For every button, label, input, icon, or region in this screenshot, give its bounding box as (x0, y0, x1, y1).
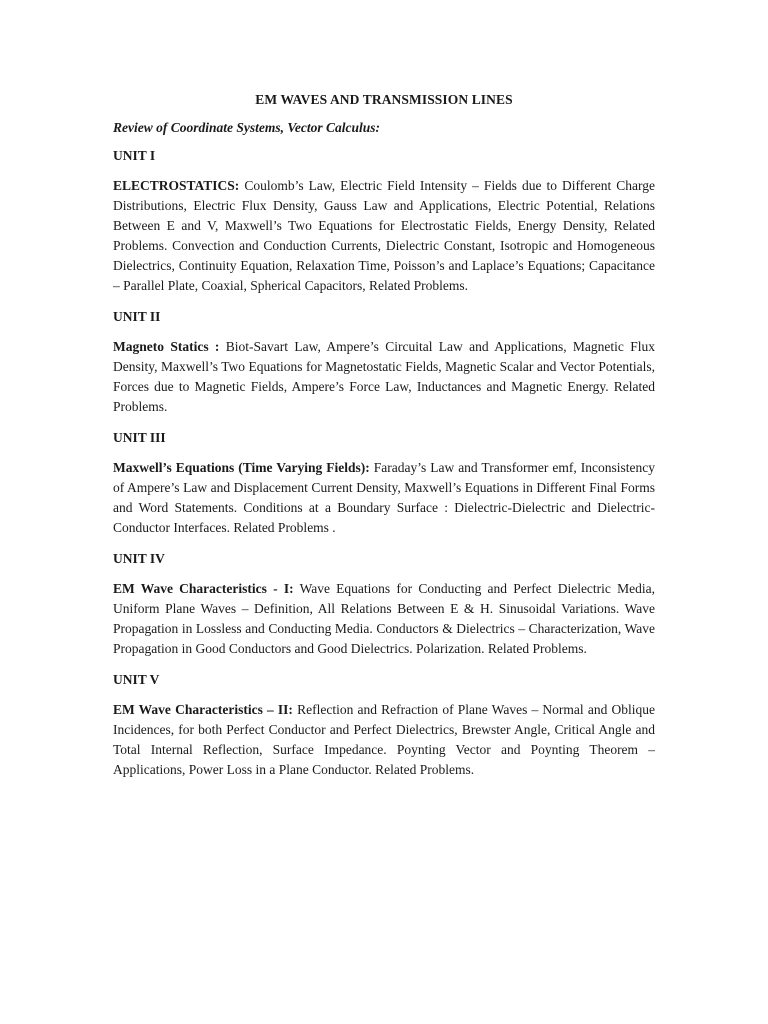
unit-3 (113, 430, 655, 538)
unit-1-topic: ELECTROSTATICS: (113, 178, 240, 193)
unit-1-heading: UNIT I (113, 148, 156, 163)
unit-4-heading: UNIT IV (113, 551, 165, 566)
unit-5-body (113, 700, 655, 780)
unit-3-heading: UNIT III (113, 430, 166, 445)
unit-1-body (113, 176, 655, 296)
unit-4-text: Wave Equations for Conducting and Perfect Dielectric Media, Uniform Plane Waves – Definition, All Relations Between E & H. Sinusoidal Variations. Wave Propagation in Lossless and Conducting Media. Conductors & Dielectrics – Characterization, Wave Propagation in Good Conductors and Good Dielectrics. Polarization. Related Problems. (113, 581, 655, 656)
unit-4 (113, 551, 655, 659)
document-page (113, 92, 655, 793)
unit-3-body (113, 458, 655, 538)
unit-5-text: Reflection and Refraction of Plane Waves – Normal and Oblique Incidences, for both Perfect Conductor and Perfect Dielectrics, Brewster Angle, Critical Angle and Total Internal Reflection, Surface Impedance. Poynting Vector and Poynting Theorem – Applications, Power Loss in a Plane Conductor. Related Problems. (113, 702, 655, 777)
unit-5-heading: UNIT V (113, 672, 160, 687)
unit-5-topic: EM Wave Characteristics – II: (113, 702, 293, 717)
unit-2-topic: Magneto Statics : (113, 339, 220, 354)
unit-3-topic: Maxwell’s Equations (Time Varying Fields): (113, 460, 370, 475)
unit-4-topic: EM Wave Characteristics - I: (113, 581, 294, 596)
document-subtitle: Review of Coordinate Systems, Vector Calculus: (113, 120, 381, 135)
unit-2-heading: UNIT II (113, 309, 161, 324)
document-title: EM WAVES AND TRANSMISSION LINES (255, 92, 513, 107)
unit-2 (113, 309, 655, 417)
unit-5 (113, 672, 655, 780)
unit-1-text: Coulomb’s Law, Electric Field Intensity – Fields due to Different Charge Distributions, Electric Flux Density, Gauss Law and Applications, Electric Potential, Relations Between E and V, Maxwell’s Two Equations for Electrostatic Fields, Energy Density, Related Problems. Convection and Conduction Currents, Dielectric Constant, Isotropic and Homogeneous Dielectrics, Continuity Equation, Relaxation Time, Poisson’s and Laplace’s Equations; Capacitance – Parallel Plate, Coaxial, Spherical Capacitors, Related Problems. (113, 178, 655, 293)
unit-2-text: Biot-Savart Law, Ampere’s Circuital Law and Applications, Magnetic Flux Density, Maxwell’s Two Equations for Magnetostatic Fields, Magnetic Scalar and Vector Potentials, Forces due to Magnetic Fields, Ampere’s Force Law, Inductances and Magnetic Energy. Related Problems. (113, 339, 655, 414)
unit-3-text: Faraday’s Law and Transformer emf, Inconsistency of Ampere’s Law and Displacement Current Density, Maxwell’s Equations in Different Final Forms and Word Statements. Conditions at a Boundary Surface : Dielectric-Dielectric and Dielectric-Conductor Interfaces. Related Problems . (113, 460, 656, 535)
unit-4-body (113, 579, 655, 659)
unit-1 (113, 148, 655, 296)
unit-2-body (113, 337, 655, 417)
